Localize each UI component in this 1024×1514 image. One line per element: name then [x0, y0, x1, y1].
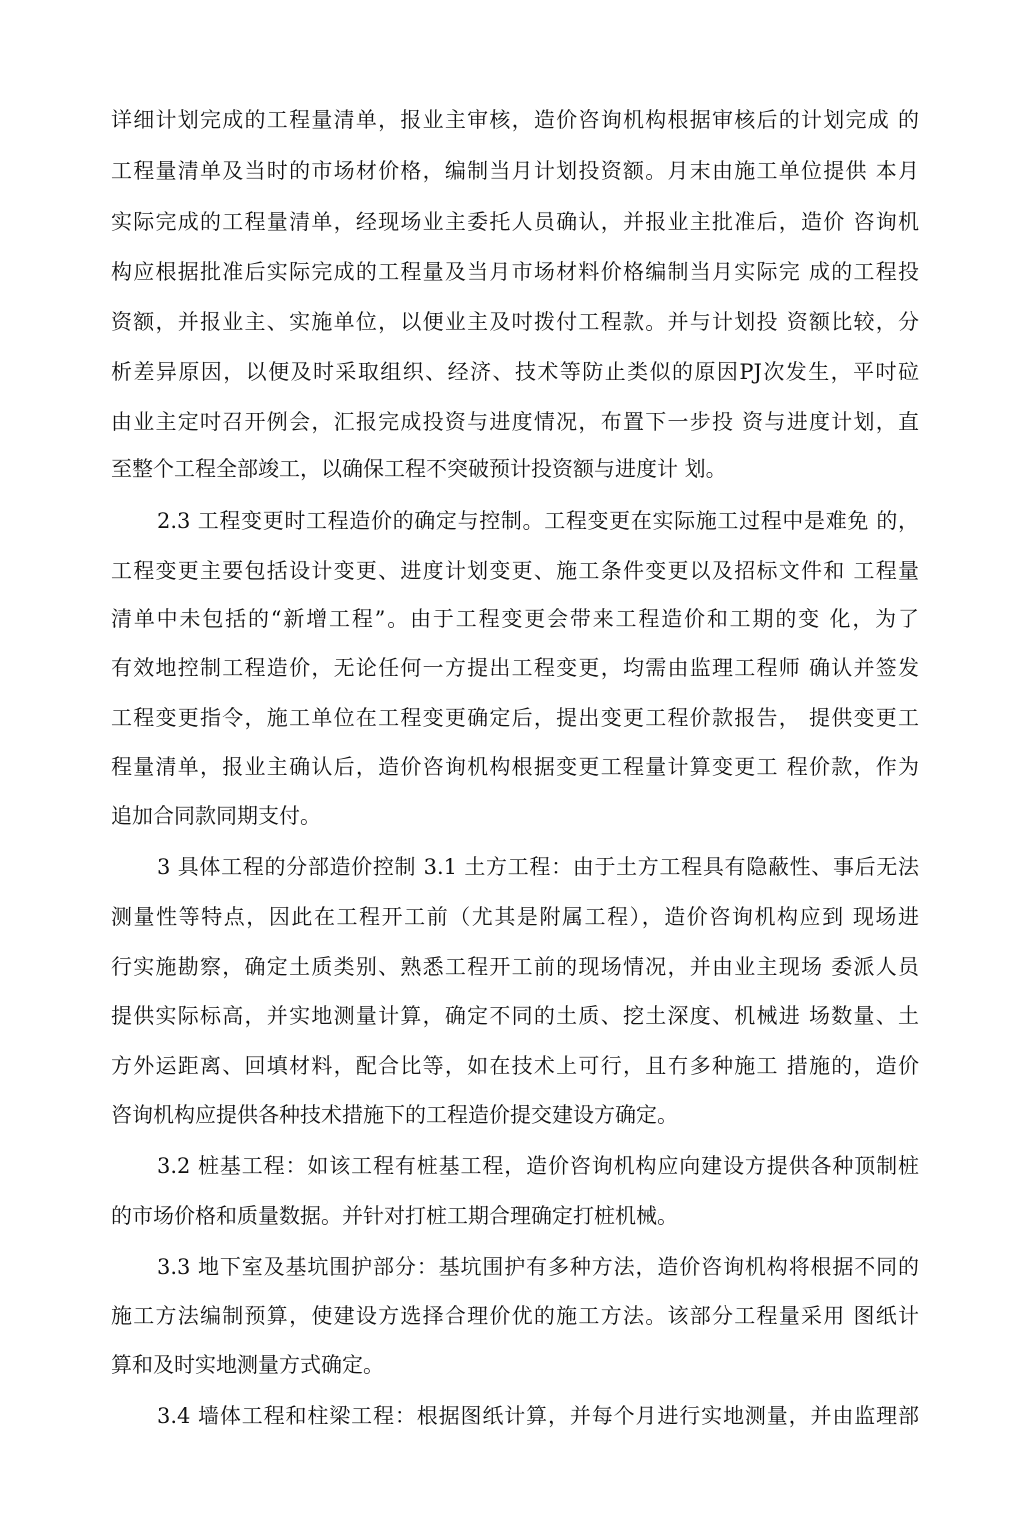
- text-line: 提供实际标高，并实地测量计算，确定不同的土质、挖土深度、机械进 场数量、土: [111, 1004, 919, 1028]
- text-line: 资额，并报业主、实施单位，以便业主及吋拨付工程款。并与计划投 资额比较，分: [111, 310, 919, 334]
- text-line: 析差异原因，以便及时采取组织、经济、技术等防止类似的原因PJ次发生，平吋砬: [111, 360, 919, 384]
- text-line: 追加合同款同期支付。: [111, 804, 321, 828]
- text-line: 行实施勘察，确定土质类别、熟悉工程开工前的现场情况，并由业主现场 委派人员: [111, 955, 919, 979]
- paragraph-first-line: 3.3 地下室及基坑围护部分：基坑围护有多种方法，造价咨询机构将根据不同的: [157, 1255, 919, 1279]
- text-line: 实际完成的工程量清单，经现场业主委托人员确认，并报业主批准后，造价 咨询机: [111, 210, 919, 234]
- text-line: 构应根据批准后实际完成的工程量及当月市场材料价格编制当月实际完 成的工程投: [111, 260, 919, 284]
- text-line: 算和及时实地测量方式确定。: [111, 1353, 384, 1377]
- paragraph-first-line: 3.4 墙体工程和柱梁工程：根据图纸计算，并每个月进行实地测量，并由监理部: [157, 1404, 919, 1428]
- text-line: 程量清单，报业主确认后，造价咨询机构根据变更工程量计算变更工 程价款，作为: [111, 755, 919, 779]
- text-line: 详细计划完成的工程量清单，报业主审核，造价咨询机构根据审核后的计划完成 的: [111, 108, 919, 132]
- text-line: 测量性等特点，因此在工程开工前（尤其是附属工程），造价咨询机构应到 现场进: [111, 905, 919, 929]
- text-line: 有效地控制工程造价，无论任何一方提出工程变更，均需由监理工程师 确认并签发: [111, 656, 919, 680]
- text-line: 至整个工程全部竣工，以确保工程不突破预计投资额与进度计 划。: [111, 457, 727, 481]
- text-line: 的市场价格和质量数据。并针对打桩工期合理确定打桩机械。: [111, 1204, 678, 1228]
- text-line: 施工方法编制预算，使建设方选择合理价优的施工方法。该部分工程量采用 图纸计: [111, 1304, 919, 1328]
- paragraph-first-line: 2.3 工程变更时工程造价的确定与控制。工程变更在实际施工过程中是难免 的，: [157, 509, 919, 533]
- text-line: 工程变更主要包括设计变更、进度计划变更、施工条件变更以及招标文件和 工程量: [111, 559, 919, 583]
- paragraph-first-line: 3.2 桩基工程：如该工程有桩基工程，造价咨询机构应向建设方提供各种顶制桩: [157, 1154, 919, 1178]
- text-line: 清单中未包括的“新增工程”。由于工程变更会带来工程造价和工期的变 化，为了: [111, 607, 919, 631]
- text-line: 工程量清单及当时的市场材价格，编制当月计划投资额。月末由施工单位提供 本月: [111, 159, 919, 183]
- paragraph-first-line: 3 具体工程的分部造价控制 3.1 土方工程：由于土方工程具有隐蔽性、事后无法: [157, 855, 919, 879]
- text-line: 由业主定吋召开例会，汇报完成投资与进度情况，布置下一步投 资与进度计划，直: [111, 410, 919, 434]
- text-line: 方外运距离、回填材料，配合比等，如在技术上可行，且冇多种施工 措施的，造价: [111, 1054, 919, 1078]
- text-line: 咨询机构应提供各种技术措施下的工程造价提交建设方确定。: [111, 1103, 678, 1127]
- text-line: 工程变更指令，施工单位在工程变更确定后，提出变更工程价款报告， 提供变更工: [111, 706, 919, 730]
